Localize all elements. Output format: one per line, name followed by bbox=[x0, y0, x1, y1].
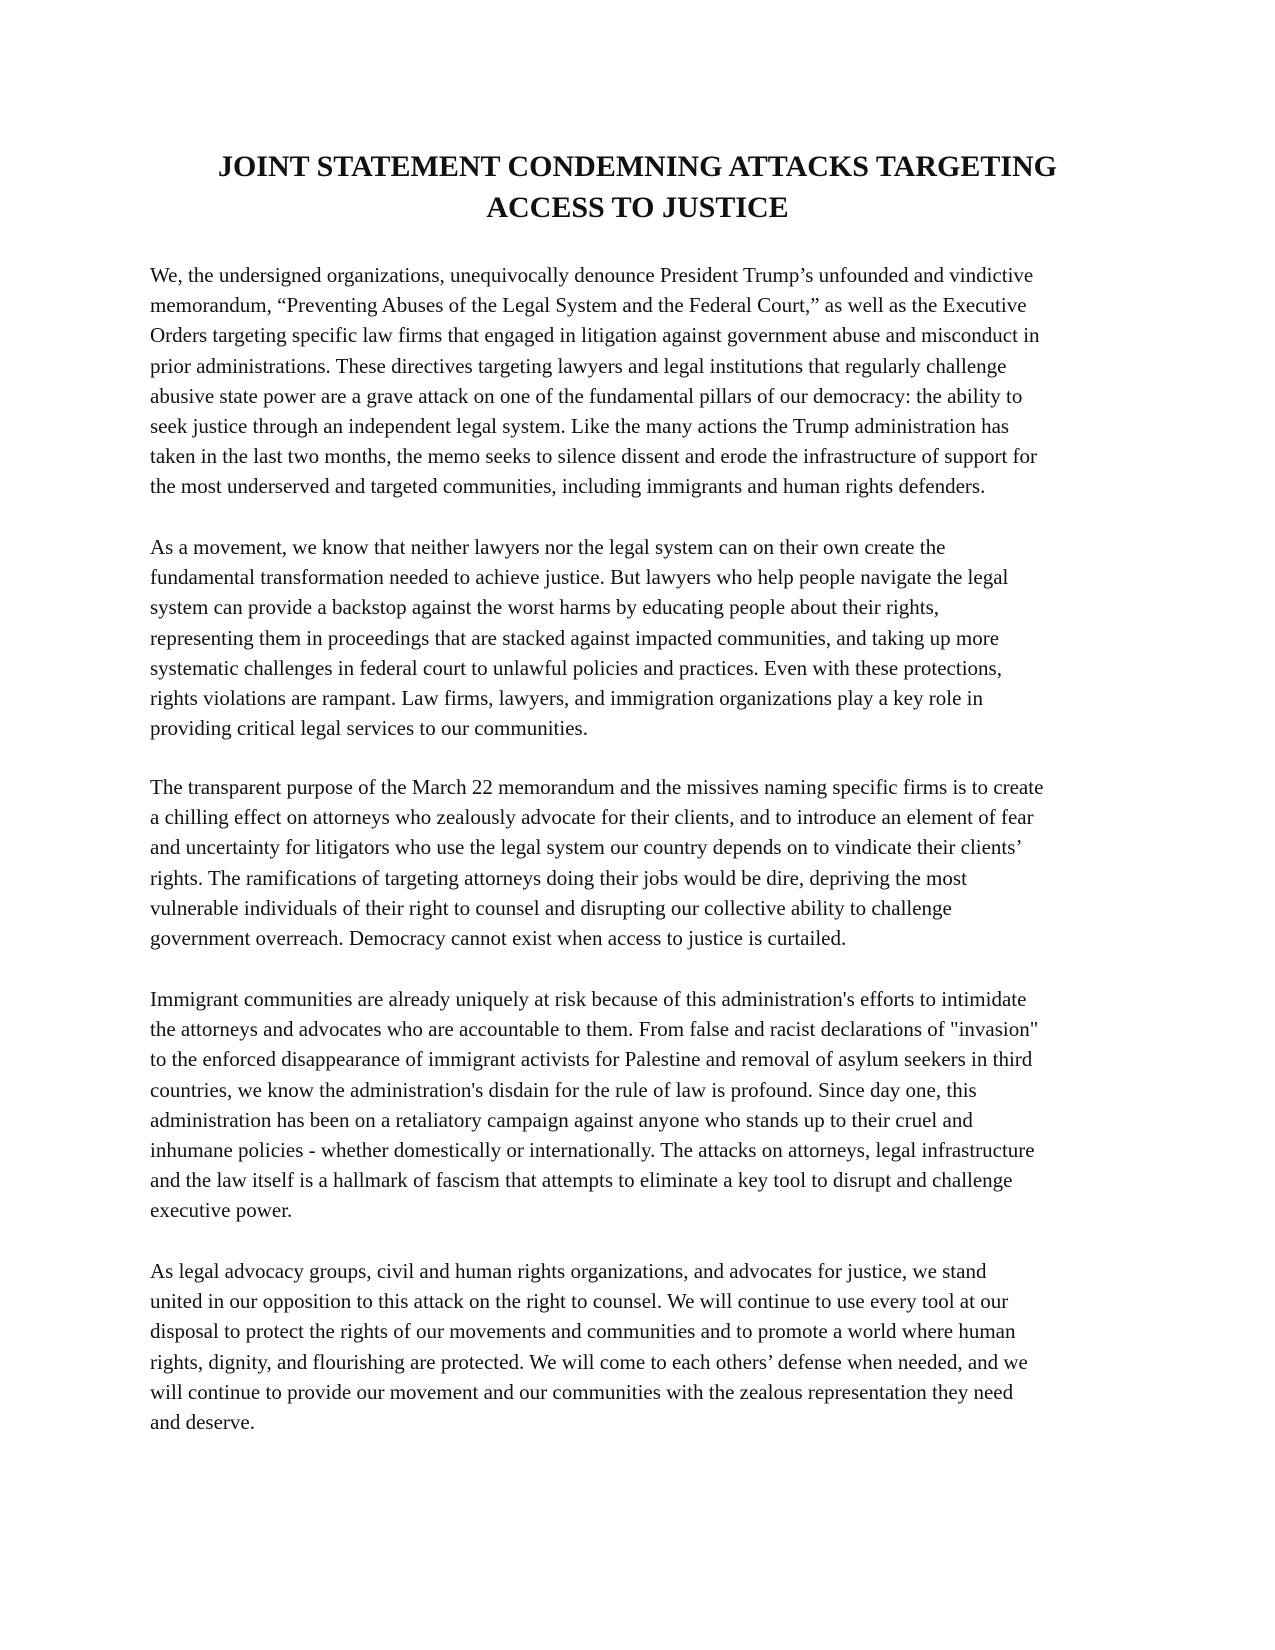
text-line: rights violations are rampant. Law firms, lawyers, and immigration organizations play a key role in bbox=[150, 686, 983, 711]
title-line: JOINT STATEMENT CONDEMNING ATTACKS TARGETING bbox=[217, 150, 1058, 183]
paragraph-commitment bbox=[150, 1256, 1135, 1437]
text-line: systematic challenges in federal court to unlawful policies and practices. Even with these protections, bbox=[150, 655, 1002, 680]
text-line: rights, dignity, and flourishing are protected. We will come to each others’ defense when needed, and we bbox=[150, 1349, 1028, 1374]
text-line: system can provide a backstop against the worst harms by educating people about their rights, bbox=[150, 595, 940, 620]
text-line: executive power. bbox=[150, 1198, 293, 1223]
text-line: fundamental transformation needed to achieve justice. But lawyers who help people navigate the legal bbox=[150, 565, 1009, 590]
text-line: Immigrant communities are already uniquely at risk because of this administration's efforts to intimidate bbox=[150, 987, 1027, 1011]
text-line: government overreach. Democracy cannot exist when access to justice is curtailed. bbox=[150, 926, 847, 951]
text-line: The transparent purpose of the March 22 memorandum and the missives naming specific firms is to create bbox=[150, 775, 1044, 799]
paragraph-immigrant-communities bbox=[150, 984, 1135, 1226]
paragraph-purpose bbox=[150, 772, 1135, 953]
text-line: the attorneys and advocates who are accountable to them. From false and racist declarations of "invasion" bbox=[150, 1017, 1039, 1042]
text-line: providing critical legal services to our communities. bbox=[150, 716, 588, 741]
text-line: taken in the last two months, the memo seeks to silence dissent and erode the infrastructure of support for bbox=[150, 444, 1038, 469]
text-line: the most underserved and targeted communities, including immigrants and human rights defenders. bbox=[150, 474, 986, 499]
text-line: disposal to protect the rights of our movements and communities and to promote a world where human bbox=[150, 1319, 1016, 1344]
text-line: and deserve. bbox=[150, 1410, 255, 1435]
title-line: ACCESS TO JUSTICE bbox=[486, 191, 789, 224]
page-title bbox=[150, 146, 1125, 228]
text-line: inhumane policies - whether domestically or internationally. The attacks on attorneys, legal infrastructure bbox=[150, 1138, 1035, 1163]
text-line: Orders targeting specific law firms that engaged in litigation against government abuse and misconduct in bbox=[150, 323, 1040, 348]
text-line: prior administrations. These directives targeting lawyers and legal institutions that regularly challenge bbox=[150, 353, 1007, 378]
text-line: As a movement, we know that neither lawyers nor the legal system can on their own create the bbox=[150, 535, 946, 559]
text-line: abusive state power are a grave attack on one of the fundamental pillars of our democracy: the ability to bbox=[150, 383, 1023, 408]
text-line: will continue to provide our movement and our communities with the zealous representation they need bbox=[150, 1379, 1014, 1404]
text-line: a chilling effect on attorneys who zealously advocate for their clients, and to introduce an element of fear bbox=[150, 805, 1034, 830]
paragraph-movement bbox=[150, 532, 1135, 743]
text-line: representing them in proceedings that are stacked against impacted communities, and taking up more bbox=[150, 625, 1000, 650]
text-line: vulnerable individuals of their right to counsel and disrupting our collective ability to challenge bbox=[150, 895, 952, 920]
text-line: and the law itself is a hallmark of fascism that attempts to eliminate a key tool to disrupt and challenge bbox=[150, 1168, 1013, 1193]
text-line: seek justice through an independent legal system. Like the many actions the Trump administration has bbox=[150, 414, 1010, 439]
text-line: We, the undersigned organizations, unequivocally denounce President Trump’s unfounded and vindictive bbox=[150, 263, 1034, 287]
text-line: rights. The ramifications of targeting attorneys doing their jobs would be dire, depriving the most bbox=[150, 865, 967, 890]
text-line: administration has been on a retaliatory campaign against anyone who stands up to their cruel and bbox=[150, 1107, 973, 1132]
text-line: to the enforced disappearance of immigrant activists for Palestine and removal of asylum seekers in third bbox=[150, 1047, 1033, 1072]
text-line: As legal advocacy groups, civil and human rights organizations, and advocates for justice, we stand bbox=[150, 1259, 987, 1283]
text-line: united in our opposition to this attack on the right to counsel. We will continue to use every tool at our bbox=[150, 1289, 1009, 1314]
text-line: memorandum, “Preventing Abuses of the Legal System and the Federal Court,” as well as the Executive bbox=[150, 293, 1027, 318]
text-line: countries, we know the administration's disdain for the rule of law is profound. Since day one, this bbox=[150, 1077, 977, 1102]
paragraph-denouncement bbox=[150, 260, 1135, 502]
text-line: and uncertainty for litigators who use the legal system our country depends on to vindicate their clients’ bbox=[150, 835, 1023, 860]
